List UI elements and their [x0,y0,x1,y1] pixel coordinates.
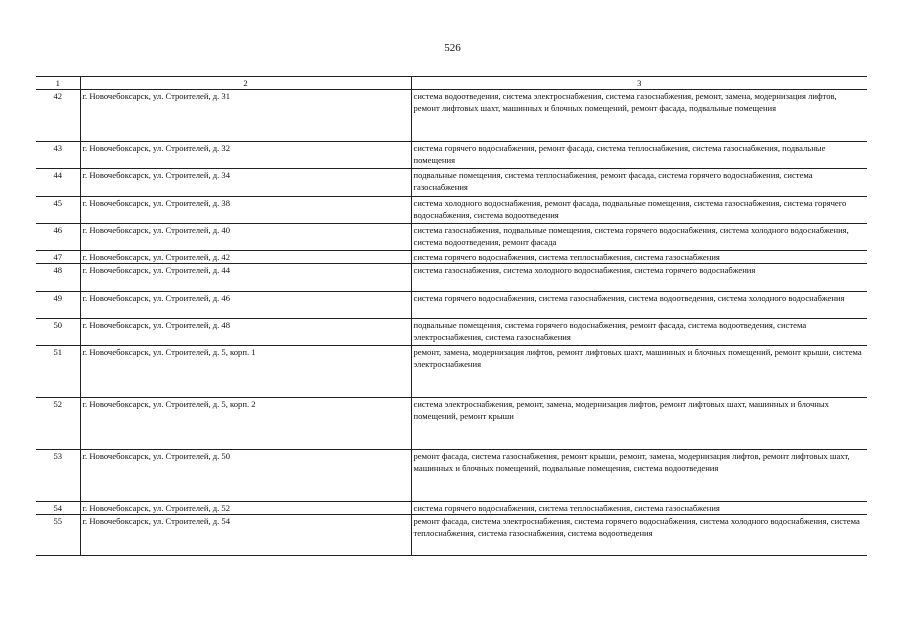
address-cell: г. Новочебоксарск, ул. Строителей, д. 31 [80,90,411,142]
table-row [36,515,867,556]
table-row [36,292,867,319]
works-cell: система горячего водоснабжения, система теплоснабжения, система газоснабжения [411,251,867,264]
address-cell: г. Новочебоксарск, ул. Строителей, д. 44 [80,264,411,292]
row-number-cell: 46 [36,224,80,251]
address-cell: г. Новочебоксарск, ул. Строителей, д. 5, корп. 2 [80,398,411,450]
row-number-cell: 50 [36,319,80,346]
address-cell: г. Новочебоксарск, ул. Строителей, д. 42 [80,251,411,264]
row-number-cell: 55 [36,515,80,556]
table-row [36,398,867,450]
table-row [36,502,867,515]
row-number-cell: 47 [36,251,80,264]
works-cell: система водоотведения, система электроснабжения, система газоснабжения, ремонт, замена, модернизация лифтов, ремонт лифтовых шахт, машинных и блочных помещений, ремонт фасада, подвальные помещения [411,90,867,142]
row-number-cell: 48 [36,264,80,292]
works-cell: система газоснабжения, система холодного водоснабжения, система горячего водоснабжения [411,264,867,292]
page-number: 526 [444,42,461,54]
works-cell: ремонт фасада, система электроснабжения, система горячего водоснабжения, система холодного водоснабжения, система теплоснабжения, система газоснабжения, система водоотведения [411,515,867,556]
row-number-cell: 45 [36,197,80,224]
address-cell: г. Новочебоксарск, ул. Строителей, д. 40 [80,224,411,251]
column-header-number: 1 [36,77,80,90]
works-cell: система холодного водоснабжения, ремонт фасада, подвальные помещения, система газоснабжения, система горячего водоснабжения, система водоотведения [411,197,867,224]
works-cell: система горячего водоснабжения, система газоснабжения, система водоотведения, система холодного водоснабжения [411,292,867,319]
works-cell: система газоснабжения, подвальные помещения, система горячего водоснабжения, система холодного водоснабжения, система водоотведения, ремонт фасада [411,224,867,251]
address-cell: г. Новочебоксарск, ул. Строителей, д. 38 [80,197,411,224]
works-cell: система горячего водоснабжения, ремонт фасада, система теплоснабжения, система газоснабжения, подвальные помещения [411,142,867,169]
column-header-address: 2 [80,77,411,90]
row-number-cell: 42 [36,90,80,142]
address-cell: г. Новочебоксарск, ул. Строителей, д. 5, корп. 1 [80,346,411,398]
table-row [36,169,867,197]
address-cell: г. Новочебоксарск, ул. Строителей, д. 52 [80,502,411,515]
column-header-works: 3 [411,77,867,90]
table-header-row [36,77,867,90]
address-cell: г. Новочебоксарск, ул. Строителей, д. 54 [80,515,411,556]
table-row [36,450,867,502]
row-number-cell: 52 [36,398,80,450]
row-number-cell: 51 [36,346,80,398]
row-number-cell: 49 [36,292,80,319]
address-cell: г. Новочебоксарск, ул. Строителей, д. 34 [80,169,411,197]
row-number-cell: 44 [36,169,80,197]
works-cell: подвальные помещения, система теплоснабжения, ремонт фасада, система горячего водоснабжения, система газоснабжения [411,169,867,197]
table-row [36,264,867,292]
works-cell: ремонт фасада, система газоснабжения, ремонт крыши, ремонт, замена, модернизация лифтов, ремонт лифтовых шахт, машинных и блочных помещений, подвальные помещения, система водоотведения [411,450,867,502]
works-cell: система электроснабжения, ремонт, замена, модернизация лифтов, ремонт лифтовых шахт, машинных и блочных помещений, ремонт крыши [411,398,867,450]
address-cell: г. Новочебоксарск, ул. Строителей, д. 50 [80,450,411,502]
works-cell: подвальные помещения, система горячего водоснабжения, ремонт фасада, система водоотведения, система электроснабжения, система газоснабжения [411,319,867,346]
table-row [36,251,867,264]
repair-works-table [36,76,867,556]
row-number-cell: 53 [36,450,80,502]
table-row [36,90,867,142]
address-cell: г. Новочебоксарск, ул. Строителей, д. 32 [80,142,411,169]
table-row [36,197,867,224]
address-cell: г. Новочебоксарск, ул. Строителей, д. 46 [80,292,411,319]
row-number-cell: 54 [36,502,80,515]
row-number-cell: 43 [36,142,80,169]
table-row [36,319,867,346]
works-cell: система горячего водоснабжения, система теплоснабжения, система газоснабжения [411,502,867,515]
works-cell: ремонт, замена, модернизация лифтов, ремонт лифтовых шахт, машинных и блочных помещений, ремонт крыши, система электроснабжения [411,346,867,398]
address-cell: г. Новочебоксарск, ул. Строителей, д. 48 [80,319,411,346]
table-row [36,224,867,251]
table-row [36,346,867,398]
table-row [36,142,867,169]
